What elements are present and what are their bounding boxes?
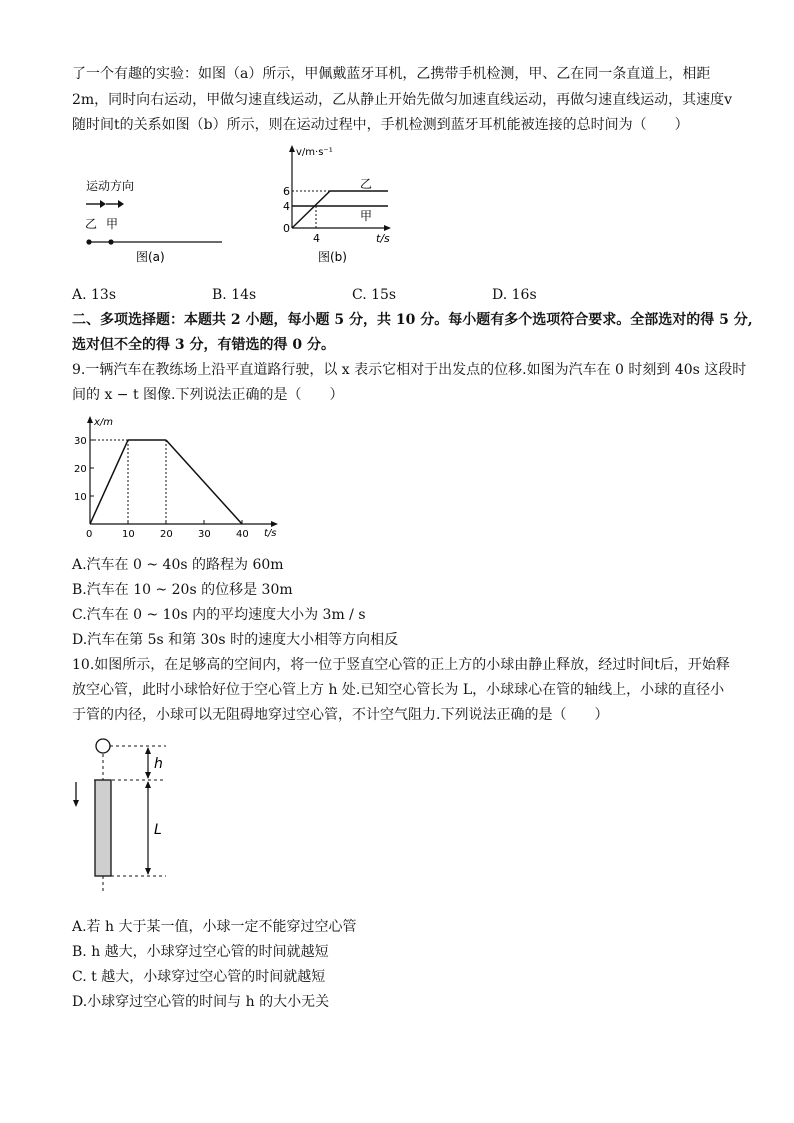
- q9-option-d: D.汽车在第 5s 和第 30s 时的速度大小相等方向相反: [72, 632, 399, 648]
- series-segment-2: [166, 440, 242, 524]
- caption-a: 图(a): [136, 250, 165, 264]
- x-tick-label-0: 0: [86, 529, 93, 540]
- q9-option-c: C.汽车在 0 ~ 10s 内的平均速度大小为 3m / s: [72, 607, 366, 623]
- x-tick-label-30: 30: [198, 529, 211, 540]
- chart-ylabel: x/m: [94, 417, 114, 428]
- chart-xlabel: t/s: [264, 528, 277, 539]
- q10-option-b: B. h 越大，小球穿过空心管的时间就越短: [72, 944, 329, 960]
- q10-option-a: A.若 h 大于某一值，小球一定不能穿过空心管: [72, 919, 357, 935]
- q8-option-a: A. 13s: [72, 287, 117, 303]
- arrow-down-icon: [73, 782, 79, 807]
- x-tick-label-20: 20: [160, 529, 173, 540]
- q8-line-2: 2m，同时向右运动，甲做匀速直线运动，乙从静止开始先做匀加速直线运动，再做匀速直线运动，其速度v: [72, 92, 733, 108]
- y-tick-label-10: 10: [74, 492, 87, 503]
- q8-line-3: 随时间t的关系如图（b）所示，则在运动过程中，手机检测到蓝牙耳机能被连接的总时间为（ ）: [72, 117, 689, 133]
- q8-option-c: C. 15s: [352, 287, 397, 303]
- series-segment-0: [90, 440, 128, 524]
- label-jia: 甲: [360, 209, 373, 223]
- y-tick-label-30: 30: [74, 436, 87, 447]
- q9-line-1: 9.一辆汽车在教练场上沿平直道路行驶，以 x 表示它相对于出发点的位移.如图为汽车在 0 时刻到 40s 这段时: [72, 362, 747, 378]
- q9-option-a: A.汽车在 0 ~ 40s 的路程为 60m: [72, 557, 284, 573]
- label-L: L: [154, 822, 162, 838]
- v-axis-arrow-icon: [289, 145, 295, 152]
- jia-dot: [108, 239, 113, 244]
- q10-option-c: C. t 越大，小球穿过空心管的时间就越短: [72, 969, 326, 985]
- line-yi: [292, 191, 388, 228]
- h-dimension-arrow: [145, 747, 151, 779]
- q8-line-1: 了一个有趣的实验：如图（a）所示，甲佩戴蓝牙耳机，乙携带手机检测，甲、乙在同一条直道上，相距: [72, 66, 711, 82]
- caption-b: 图(b): [318, 250, 347, 264]
- direction-label: 运动方向: [86, 179, 135, 193]
- t-axis-arrow-icon: [384, 225, 391, 231]
- label-h: h: [154, 756, 163, 772]
- ball: [96, 739, 110, 753]
- x-axis-arrow-icon: [271, 521, 278, 527]
- hollow-tube: [95, 780, 111, 876]
- person-yi: 乙: [85, 217, 98, 231]
- y-tick-0: 0: [283, 222, 290, 235]
- L-dimension-arrow: [145, 781, 151, 875]
- y-tick-label-20: 20: [74, 464, 87, 475]
- arrow-right-icon: [86, 200, 106, 208]
- x-tick-label-40: 40: [236, 529, 249, 540]
- section-2-heading-line-1: 二、多项选择题：本题共 2 小题，每小题 5 分，共 10 分。每小题有多个选项符合要求。全部选对的得 5 分,: [72, 312, 753, 328]
- section-2-heading-line-2: 选对但不全的得 3 分，有错选的得 0 分。: [72, 337, 335, 353]
- y-tick-4: 4: [283, 200, 290, 213]
- t-axis-label: t/s: [376, 232, 390, 245]
- q10-option-d: D.小球穿过空心管的时间与 h 的大小无关: [72, 994, 330, 1010]
- yi-dot: [86, 239, 91, 244]
- q10-line-3: 于管的内径，小球可以无阻碍地穿过空心管，不计空气阻力.下列说法正确的是（ ）: [72, 707, 609, 723]
- x-tick-4: 4: [313, 232, 320, 245]
- person-jia: 甲: [106, 217, 119, 231]
- x-tick-label-10: 10: [122, 529, 135, 540]
- q10-figure: [66, 730, 186, 910]
- figure-a: [78, 170, 238, 270]
- label-yi: 乙: [360, 177, 373, 191]
- q8-option-b: B. 14s: [212, 287, 257, 303]
- v-axis-label: v/m·s⁻¹: [296, 147, 333, 158]
- q10-line-1: 10.如图所示，在足够高的空间内，将一位于竖直空心管的正上方的小球由静止释放，经过时间t后，开始释: [72, 657, 730, 673]
- y-axis-arrow-icon: [87, 416, 93, 423]
- q10-line-2: 放空心管，此时小球恰好位于空心管上方 h 处.已知空心管长为 L，小球球心在管的轴线上，小球的直径小: [72, 682, 725, 698]
- q8-option-d: D. 16s: [492, 287, 537, 303]
- arrow-right-icon: [106, 200, 124, 208]
- q9-option-b: B.汽车在 10 ~ 20s 的位移是 30m: [72, 582, 293, 598]
- y-tick-6: 6: [283, 185, 290, 198]
- q9-xt-chart: [70, 410, 285, 545]
- figure-b: [272, 142, 402, 270]
- q9-line-2: 间的 x − t 图像.下列说法正确的是（ ）: [72, 387, 344, 403]
